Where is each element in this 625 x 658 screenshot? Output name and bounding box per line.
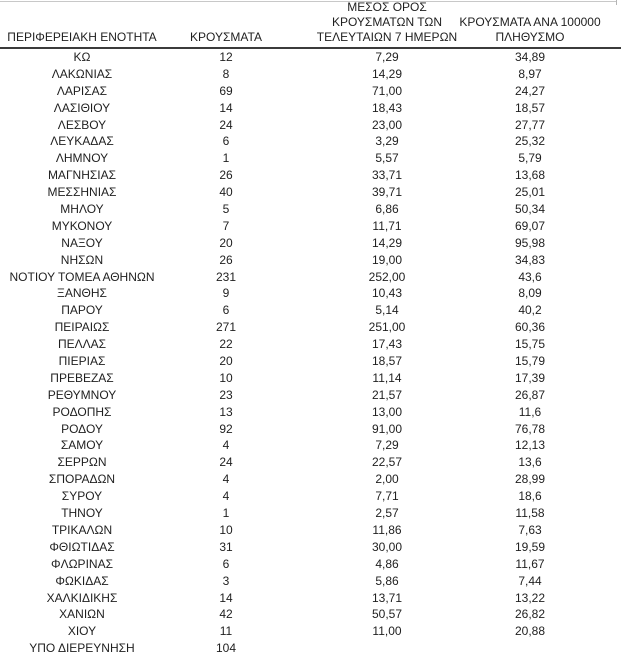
table-row [0,623,625,640]
table-row [0,471,625,488]
cases-cell: 42 [219,607,233,622]
region-cell: ΝΑΞΟΥ [61,235,103,250]
per100k-cell: 7,44 [518,573,542,588]
table-row [0,573,625,590]
avg7-cell: 91,00 [371,421,403,436]
cases-cell: 12 [219,50,233,64]
table-row [0,505,625,522]
region-cell: ΣΥΡΟΥ [61,489,103,504]
avg7-cell: 4,86 [375,556,399,571]
cases-cell: 8 [222,66,230,81]
per100k-cell: 76,78 [514,421,546,436]
cases-cell: 24 [219,455,233,470]
per100k-cell: 50,34 [514,202,546,217]
table-row [0,640,625,657]
avg7-cell: 21,57 [371,387,403,402]
region-cell: ΠΡΕΒΕΖΑΣ [50,370,114,385]
cases-cell: 26 [219,168,233,183]
cases-cell: 104 [215,641,237,656]
per100k-cell: 8,09 [518,286,542,301]
avg7-cell: 10,43 [371,286,403,301]
header-line: ΠΕΡΙΦΕΡΕΙΑΚΗ ΕΝΟΤΗΤΑ [7,30,157,44]
cases-cell: 10 [219,522,233,537]
table-row [0,235,625,252]
cases-cell: 13 [219,404,233,419]
per100k-cell: 34,89 [514,50,546,64]
table-row [0,556,625,573]
region-cell: ΚΩ [73,50,91,64]
region-cell: ΡΟΔΟΥ [61,421,103,436]
table-row [0,353,625,370]
cases-cell: 6 [222,134,230,149]
per100k-cell: 15,79 [514,354,546,369]
per100k-cell: 13,22 [514,590,546,605]
avg7-cell: 11,86 [372,522,402,537]
region-cell: ΦΛΩΡΙΝΑΣ [51,556,113,571]
region-cell: ΣΕΡΡΩΝ [57,455,107,470]
region-cell: ΝΟΤΙΟΥ ΤΟΜΕΑ ΑΘΗΝΩΝ [9,269,155,284]
avg7-cell: 7,29 [375,50,399,64]
cases-cell: 1 [222,151,230,166]
avg7-cell: 17,43 [371,337,403,352]
per100k-cell: 60,36 [514,320,546,335]
cases-cell: 14 [219,590,233,605]
region-cell: ΝΗΣΩΝ [60,252,104,267]
header-line: ΤΕΛΕΥΤΑΙΩΝ 7 ΗΜΕΡΩΝ [316,30,458,44]
header-line: ΚΡΟΥΣΜΑΤΑ ΑΝΑ 100000 [459,15,601,29]
region-cell: ΠΑΡΟΥ [61,303,103,318]
cases-cell: 23 [219,387,233,402]
table-row [0,218,625,235]
avg7-cell: 5,14 [375,303,399,318]
table-row [0,269,625,286]
table-row [0,336,625,353]
cases-cell: 20 [219,235,233,250]
avg7-cell: 2,57 [375,506,399,521]
avg7-cell: 7,71 [375,489,399,504]
region-cell: ΡΕΘΥΜΝΟΥ [47,387,117,402]
cases-cell: 20 [219,354,233,369]
table-row [0,454,625,471]
per100k-cell: 20,88 [514,624,546,639]
region-cell: ΞΑΝΘΗΣ [57,286,107,301]
per100k-cell: 43,6 [518,269,542,284]
avg7-cell: 22,57 [371,455,403,470]
cases-cell: 9 [222,286,230,301]
avg7-cell: 3,29 [375,134,399,149]
region-cell: ΛΑΡΙΣΑΣ [56,83,108,98]
per100k-cell: 34,83 [514,252,546,267]
header-line: ΚΡΟΥΣΜΑΤΩΝ ΤΩΝ [331,15,443,29]
cases-cell: 4 [222,438,230,453]
region-cell: ΤΡΙΚΑΛΩΝ [51,522,113,537]
table-header [0,0,625,47]
cases-cell: 231 [215,269,237,284]
per100k-cell: 11,6 [518,404,542,419]
per100k-cell: 17,39 [514,370,546,385]
region-cell: ΛΗΜΝΟΥ [55,151,109,166]
avg7-cell: 33,71 [371,168,403,183]
table-row [0,370,625,387]
table-row [0,421,625,438]
per100k-cell: 28,99 [514,472,546,487]
per100k-cell: 15,75 [514,337,546,352]
cases-cell: 24 [219,117,233,132]
cases-cell: 4 [222,489,230,504]
avg7-cell: 13,00 [371,404,403,419]
region-cell: ΜΥΚΟΝΟΥ [51,218,113,233]
avg7-cell: 6,86 [375,202,399,217]
region-cell: ΦΩΚΙΔΑΣ [55,573,109,588]
avg7-cell: 5,86 [375,573,399,588]
avg7-cell: 11,00 [372,624,402,639]
table-row [0,66,625,83]
region-cell: ΧΙΟΥ [67,624,97,639]
per100k-cell: 27,77 [514,117,546,132]
cases-cell: 5 [222,202,230,217]
region-cell: ΜΑΓΝΗΣΙΑΣ [47,168,117,183]
avg7-cell: 18,57 [371,354,403,369]
cases-cell: 10 [219,370,233,385]
cases-cell: 22 [219,337,233,352]
table-row [0,387,625,404]
avg7-cell: 2,00 [375,472,399,487]
region-cell: ΛΕΣΒΟΥ [57,117,107,132]
table-row [0,252,625,269]
per100k-cell: 11,67 [515,556,545,571]
avg7-cell: 251,00 [368,320,406,335]
per100k-cell: 13,68 [514,168,546,183]
table-row [0,117,625,134]
header-line: ΠΛΗΘΥΣΜΟ [495,30,565,44]
cases-cell: 69 [219,83,233,98]
avg7-cell: 30,00 [371,539,403,554]
table-row [0,319,625,336]
cases-cell: 92 [219,421,233,436]
per100k-cell: 7,63 [518,522,542,537]
table-row [0,488,625,505]
region-cell: ΠΙΕΡΙΑΣ [58,354,106,369]
region-cell: ΦΘΙΩΤΙΔΑΣ [49,539,115,554]
avg7-cell: 252,00 [368,269,406,284]
table-body [0,49,625,657]
table-row [0,404,625,421]
region-cell: ΣΠΟΡΑΔΩΝ [48,472,116,487]
table-row [0,606,625,623]
per100k-cell: 18,6 [518,489,542,504]
column-header-cases [156,30,296,45]
per100k-cell: 12,13 [514,438,546,453]
avg7-cell: 5,57 [375,151,399,166]
avg7-cell: 13,71 [371,590,403,605]
per100k-cell: 24,27 [514,83,546,98]
table-row [0,522,625,539]
column-header-region [0,30,182,45]
per100k-cell: 25,32 [514,134,546,149]
avg7-cell: 7,29 [375,438,399,453]
region-cell: ΛΑΚΩΝΙΑΣ [51,66,113,81]
avg7-cell: 11,71 [372,218,402,233]
table-row [0,184,625,201]
region-cell: ΥΠΟ ΔΙΕΡΕΥΝΗΣΗ [29,641,135,656]
table-row [0,83,625,100]
avg7-cell: 19,00 [371,252,403,267]
cases-cell: 11 [219,624,233,639]
cases-cell: 3 [222,573,230,588]
table-row [0,437,625,454]
avg7-cell: 71,00 [371,83,403,98]
cases-cell: 271 [215,320,237,335]
cases-cell: 26 [219,252,233,267]
region-cell: ΧΑΛΚΙΔΙΚΗΣ [46,590,118,605]
region-cell: ΠΕΛΛΑΣ [57,337,107,352]
per100k-cell: 26,87 [514,387,546,402]
cases-cell: 14 [219,100,233,115]
avg7-cell: 18,43 [371,100,403,115]
per100k-cell: 8,97 [518,66,542,81]
cases-cell: 7 [222,218,230,233]
per100k-cell: 13,6 [518,455,542,470]
region-cell: ΛΕΥΚΑΔΑΣ [50,134,114,149]
table-row [0,302,625,319]
per100k-cell: 40,2 [518,303,542,318]
per100k-cell: 25,01 [514,185,546,200]
cases-cell: 1 [222,506,230,521]
table-row [0,100,625,117]
avg7-cell: 39,71 [371,185,403,200]
header-line: ΚΡΟΥΣΜΑΤΑ [190,30,262,44]
per100k-cell: 26,82 [514,607,546,622]
region-cell: ΤΗΝΟΥ [61,506,103,521]
cases-cell: 4 [222,472,230,487]
region-cell: ΧΑΝΙΩΝ [59,607,105,622]
column-header-per-100k [440,15,620,45]
table-row [0,201,625,218]
table-row [0,49,625,66]
table-row [0,539,625,556]
table-row [0,285,625,302]
per100k-cell: 11,58 [515,506,545,521]
per100k-cell: 18,57 [514,100,546,115]
region-cell: ΡΟΔΟΠΗΣ [52,404,112,419]
region-cell: ΜΗΛΟΥ [60,202,104,217]
header-line: ΜΕΣΟΣ ΟΡΟΣ [347,0,427,14]
per100k-cell: 69,07 [514,218,546,233]
table-row [0,167,625,184]
region-cell: ΜΕΣΣΗΝΙΑΣ [47,185,117,200]
avg7-cell: 23,00 [371,117,403,132]
avg7-cell: 11,14 [372,370,402,385]
per100k-cell: 5,79 [518,151,542,166]
per100k-cell: 95,98 [514,235,546,250]
table-row [0,590,625,607]
avg7-cell: 14,29 [371,66,403,81]
cases-cell: 31 [219,539,233,554]
cases-cell: 6 [222,303,230,318]
table-row [0,133,625,150]
avg7-cell: 14,29 [371,235,403,250]
table-row [0,150,625,167]
cases-cell: 40 [219,185,233,200]
region-cell: ΠΕΙΡΑΙΩΣ [54,320,110,335]
cases-cell: 6 [222,556,230,571]
avg7-cell: 50,57 [371,607,403,622]
region-cell: ΣΑΜΟΥ [60,438,104,453]
region-cell: ΛΑΣΙΘΙΟΥ [53,100,111,115]
per100k-cell: 19,59 [514,539,546,554]
